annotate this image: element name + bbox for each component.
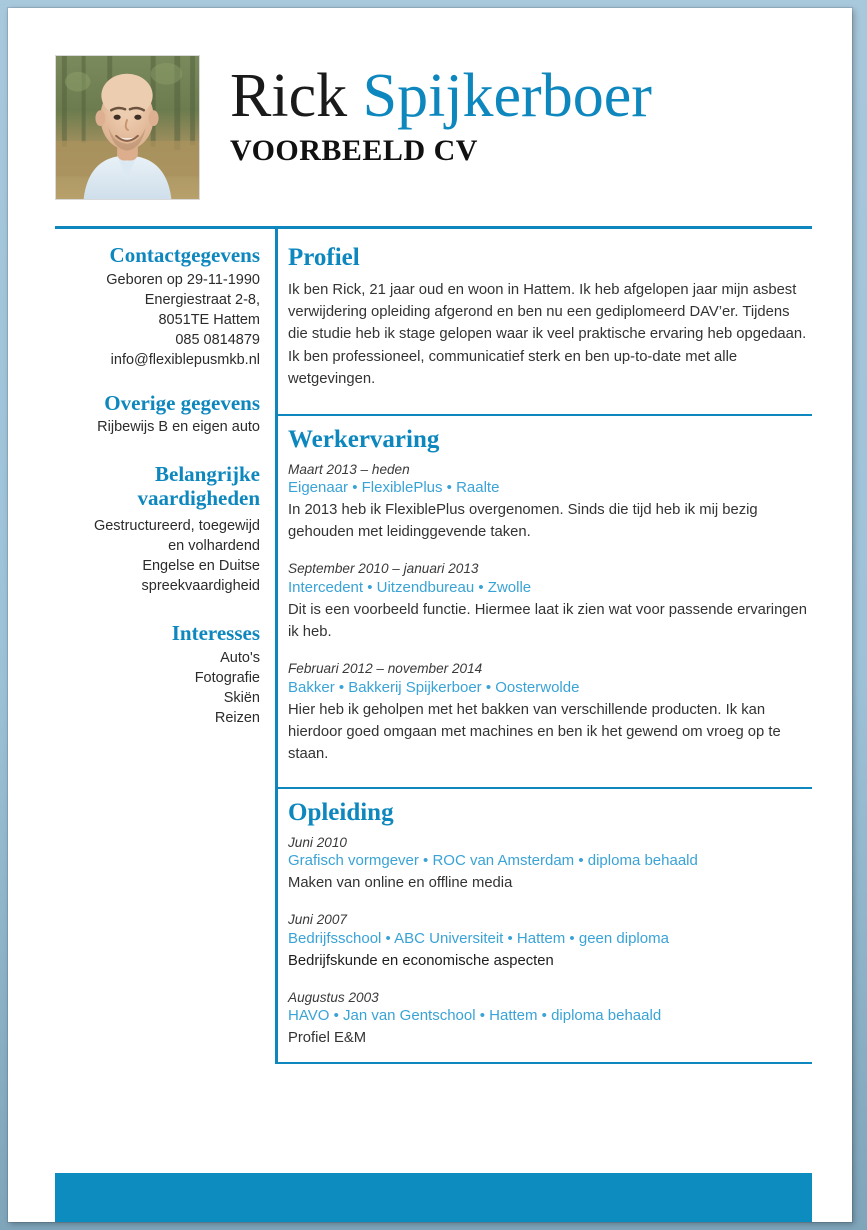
entry-title: HAVO • Jan van Gentschool • Hattem • diploma behaald: [288, 1007, 662, 1025]
list-item: Reizen: [214, 709, 260, 726]
vaardigheden-list: [55, 516, 260, 596]
section-profiel: [288, 244, 812, 391]
education-entry: [288, 911, 812, 972]
entry-date: Februari 2012 – november 2014: [288, 661, 483, 677]
footer-bar: [55, 1173, 812, 1222]
sidebar-heading-interesses: Interesses: [171, 621, 260, 646]
entry-title: Grafisch vormgever • ROC van Amsterdam • diploma behaald: [288, 852, 698, 870]
entry-description: Maken van online en offline media: [288, 874, 513, 891]
entry-description: Dit is een voorbeeld functie. Hiermee laat ik zien wat voor passende ervaringen ik heb.: [288, 601, 807, 640]
experience-entry: [288, 660, 812, 765]
sidebar-section-overige-gegevens: [55, 392, 260, 438]
list-item: Engelse en Duitse: [142, 558, 260, 575]
section-werkervaring: [288, 426, 812, 765]
sidebar-section-interesses: [55, 622, 260, 728]
cv-page: [8, 8, 852, 1222]
name-block: [230, 55, 652, 168]
entry-date: Maart 2013 – heden: [288, 461, 410, 477]
entry-date: Augustus 2003: [288, 989, 379, 1005]
education-entry: [288, 834, 812, 895]
entry-description: Hier heb ik geholpen met het bakken van verschillende producten. Ik kan hierdoor goed omgaan met machines en ben ik het gewend om vroeg op te staan.: [288, 701, 781, 763]
list-item: en volhardend: [168, 538, 260, 555]
section-heading-opleiding: Opleiding: [288, 799, 394, 826]
section-divider-bottom: [275, 1062, 812, 1064]
list-item: Fotografie: [194, 669, 260, 686]
sidebar-heading-contactgegevens: Contactgegevens: [109, 243, 260, 267]
contact-list: [55, 270, 260, 370]
entry-date: Juni 2007: [288, 912, 347, 928]
section-heading-werkervaring: Werkervaring: [288, 426, 440, 453]
avatar: [55, 55, 200, 200]
cv-header: [55, 55, 812, 207]
education-entry: [288, 989, 812, 1050]
list-item: Gestructureerd, toegewijd: [93, 518, 260, 535]
list-item: Rijbewijs B en eigen auto: [97, 419, 260, 436]
section-divider-werkervaring: [275, 414, 812, 416]
cv-subtitle: VOORBEELD CV: [230, 134, 478, 168]
entry-date: Juni 2010: [288, 834, 347, 850]
entry-title: Eigenaar • FlexiblePlus • Raalte: [288, 479, 500, 497]
list-item: 8051TE Hattem: [158, 311, 260, 328]
page-title: [230, 62, 652, 130]
section-heading-profiel: Profiel: [288, 244, 360, 271]
entry-description: In 2013 heb ik FlexiblePlus overgenomen. Sinds die tijd heb ik mij bezig gehouden met leidinggevende taken.: [288, 501, 758, 541]
portrait-photo-icon: [56, 56, 199, 199]
sidebar: [55, 244, 260, 750]
entry-description: Profiel E&M: [288, 1030, 367, 1047]
first-name: Rick: [230, 62, 363, 130]
list-item: Energiestraat 2-8,: [144, 291, 260, 308]
entry-title: Bakker • Bakkerij Spijkerboer • Oosterwolde: [288, 678, 580, 696]
interesses-list: [55, 648, 260, 728]
list-item: Skiën: [223, 689, 260, 706]
section-divider-opleiding: [275, 787, 812, 789]
heading-line-2: vaardigheden: [137, 485, 260, 510]
list-item: Auto's: [220, 649, 260, 666]
last-name: Spijkerboer: [362, 62, 652, 130]
list-item: Geboren op 29-11-1990: [106, 271, 260, 288]
column-divider: [275, 226, 278, 1064]
experience-entry: [288, 461, 812, 544]
experience-entry: [288, 560, 812, 643]
sidebar-section-contactgegevens: [55, 244, 260, 370]
sidebar-heading-overige-gegevens: Overige gegevens: [104, 390, 260, 415]
list-item: info@flexiblepusmkb.nl: [110, 351, 260, 368]
entry-description: Bedrijfskunde en economische aspecten: [288, 952, 554, 969]
entry-title: Intercedent • Uitzendbureau • Zwolle: [288, 579, 532, 597]
sidebar-heading-belangrijke-vaardigheden: [55, 463, 260, 510]
sidebar-section-belangrijke-vaardigheden: [55, 463, 260, 596]
entry-title: Bedrijfsschool • ABC Universiteit • Hattem • geen diploma: [288, 929, 669, 947]
header-divider: [55, 226, 812, 229]
section-opleiding: [288, 799, 812, 1049]
list-item: spreekvaardigheid: [141, 578, 260, 595]
overige-list: [55, 417, 260, 437]
profiel-text: Ik ben Rick, 21 jaar oud en woon in Hattem. Ik heb afgelopen jaar mijn asbest verwijdering opleiding afgerond en ben nu een gediplomeerd DAV’er. Tijdens die studie heb ik stage gelopen waar ik veel praktische ervaring heb opgedaan. Ik ben professioneel, communicatief sterk en ben up-to-date met alle wetgevingen.: [288, 281, 807, 388]
entry-date: September 2010 – januari 2013: [288, 561, 479, 577]
heading-line-1: Belangrijke: [155, 462, 260, 487]
list-item: 085 0814879: [175, 331, 260, 348]
